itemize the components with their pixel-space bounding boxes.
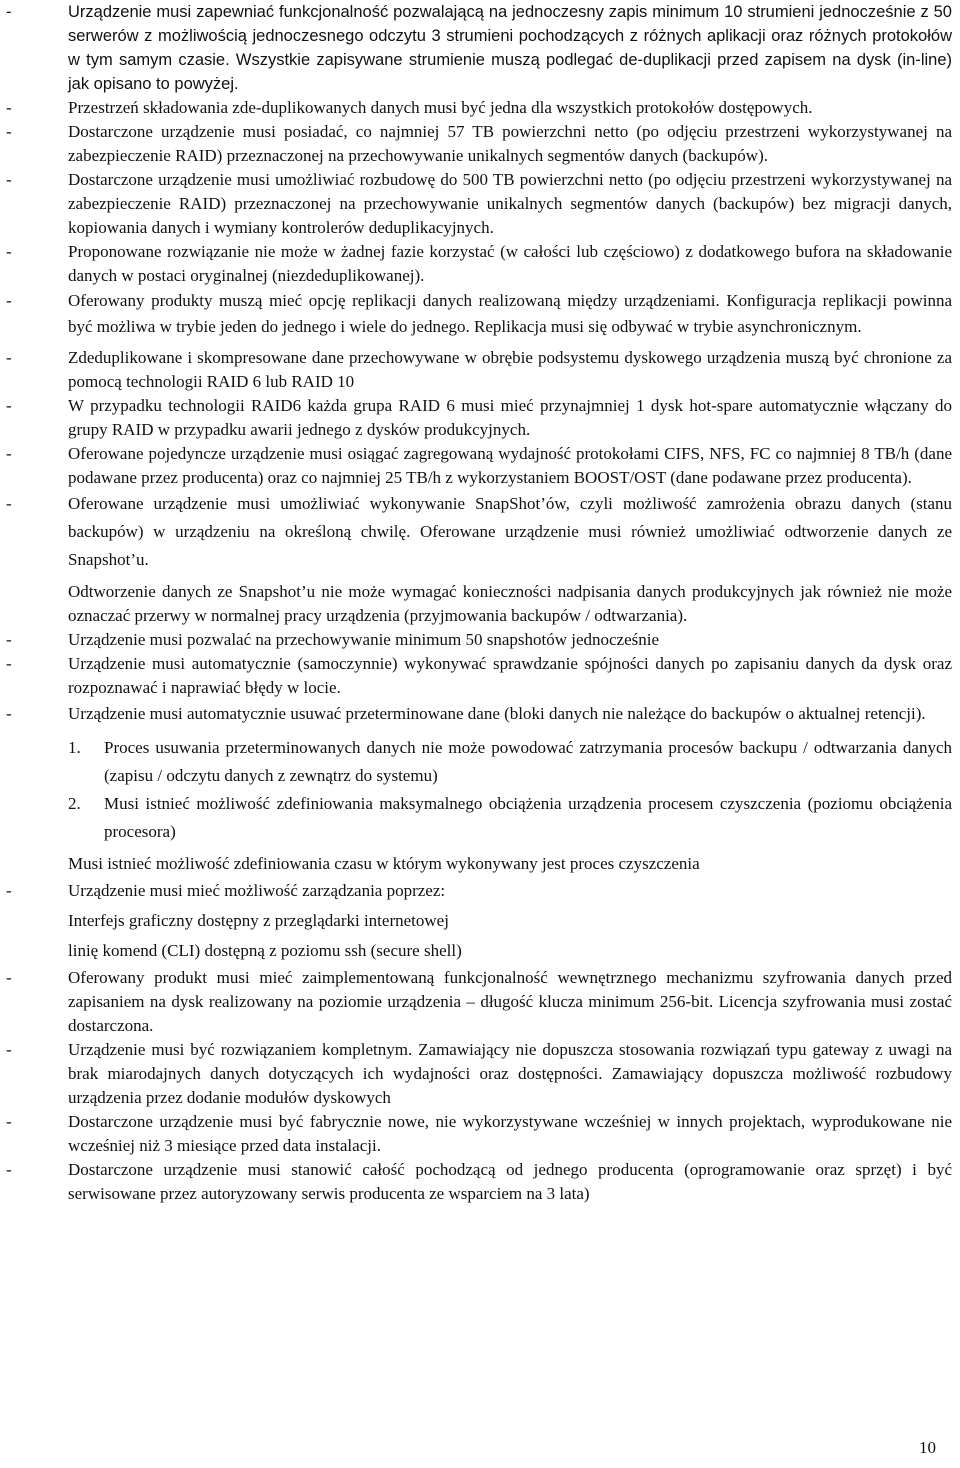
list-item-text: Urządzenie musi być rozwiązaniem kompletnym. Zamawiający nie dopuszcza stosowania rozwiązań typu gateway z uwagi na brak miarodajnych danych dotyczących ich wydajności oraz dostępności. Zamawiający dopuszcza możliwość rozbudowy urządzenia przez dodanie modułów dyskowych — [68, 1040, 952, 1107]
bullet-dash: - — [6, 968, 12, 987]
list-item-text: Odtworzenie danych ze Snapshot’u nie może wymagać konieczności nadpisania danych produkcyjnych jak również nie może oznaczać przerwy w normalnej pracy urządzenia (przyjmowania backupów / odtwarzania). — [68, 582, 952, 625]
bullet-dash: - — [6, 1160, 12, 1179]
bullet-dash: - — [6, 242, 12, 261]
list-item — [0, 966, 952, 1038]
list-item — [0, 1158, 952, 1206]
paragraph: Musi istnieć możliwość zdefiniowania czasu w którym wykonywany jest proces czyszczenia — [68, 854, 700, 873]
list-item — [0, 652, 952, 700]
sub-line: linię komend (CLI) dostępną z poziomu ssh (secure shell) — [68, 941, 462, 960]
bullet-dash: - — [6, 1040, 12, 1059]
bullet-dash: - — [6, 881, 12, 900]
bullet-dash: - — [6, 630, 12, 649]
list-item — [0, 442, 952, 490]
numbered-item — [0, 734, 952, 790]
bullet-dash: - — [6, 1112, 12, 1131]
list-item — [0, 168, 952, 240]
list-item — [0, 240, 952, 288]
sub-line: Interfejs graficzny dostępny z przeglądarki internetowej — [68, 911, 449, 930]
list-item — [0, 346, 952, 394]
list-item-text: Dostarczone urządzenie musi umożliwiać rozbudowę do 500 TB powierzchni netto (po odjęciu przestrzeni wykorzystywanej na zabezpieczenie RAID) przeznaczonej na przechowywanie unikalnych segmentów danych (backupów) bez migracji danych, kopiowania danych i wymiany kontrolerów deduplikacyjnych. — [68, 170, 952, 237]
bullet-dash: - — [6, 704, 12, 723]
list-item-text: Dostarczone urządzenie musi posiadać, co najmniej 57 TB powierzchni netto (po odjęciu przestrzeni wykorzystywanej na zabezpieczenie RAID) przeznaczonej na przechowywanie unikalnych segmentów danych (backupów). — [68, 122, 952, 165]
list-item — [0, 96, 952, 120]
list-item-text: Zdeduplikowane i skompresowane dane przechowywane w obrębie podsystemu dyskowego urządzenia muszą być chronione za pomocą technologii RAID 6 lub RAID 10 — [68, 348, 952, 391]
list-item-continuation — [0, 580, 952, 628]
numbered-item — [0, 790, 952, 846]
numbered-item-text: Musi istnieć możliwość zdefiniowania maksymalnego obciążenia urządzenia procesem czyszczenia (poziomu obciążenia procesora) — [104, 794, 952, 841]
bullet-dash: - — [6, 396, 12, 415]
list-item-text: Urządzenie musi mieć możliwość zarządzania poprzez: — [68, 881, 446, 900]
bullet-dash: - — [6, 348, 12, 367]
item-number: 2. — [68, 794, 81, 813]
list-item-text: Urządzenie musi automatycznie usuwać przeterminowane dane (bloki danych nie należące do backupów o aktualnej retencji). — [68, 704, 926, 723]
bullet-dash: - — [6, 98, 12, 117]
list-item — [0, 628, 952, 652]
item-number: 1. — [68, 738, 81, 757]
list-item-text: Urządzenie musi zapewniać funkcjonalność pozwalającą na jednoczesny zapis minimum 10 strumieni jednocześnie z 50 serwerów z możliwością jednoczesnego odczytu 3 strumieni pochodzących z różnych aplikacji oraz różnych protokołów w tym samym czasie. Wszystkie zapisywane strumienie muszą podlegać de-duplikacji przed zapisem na dysk (in-line) jak opisano to powyżej. — [68, 3, 952, 93]
bullet-dash: - — [6, 444, 12, 463]
bullet-dash: - — [6, 122, 12, 141]
list-item — [0, 1038, 952, 1110]
list-item — [0, 1110, 952, 1158]
bullet-dash: - — [6, 3, 12, 21]
numbered-item-text: Proces usuwania przeterminowanych danych nie może powodować zatrzymania procesów backupu / odtwarzania danych (zapisu / odczytu danych z zewnątrz do systemu) — [104, 738, 952, 785]
list-item-text: Przestrzeń składowania zde-duplikowanych danych musi być jedna dla wszystkich protokołów dostępowych. — [68, 98, 813, 117]
list-item-text: Dostarczone urządzenie musi stanowić całość pochodzącą od jednego producenta (oprogramowanie oraz sprzęt) i być serwisowane przez autoryzowany serwis producenta ze wsparciem na 3 lata) — [68, 1160, 952, 1203]
list-item-text: Oferowane urządzenie musi umożliwiać wykonywanie SnapShot’ów, czyli możliwość zamrożenia obrazu danych (stanu backupów) w urządzeniu na określoną chwilę. Oferowane urządzenie musi również umożliwiać odtworzenie danych ze Snapshot’u. — [68, 494, 952, 569]
list-item — [0, 0, 952, 96]
bullet-dash: - — [6, 494, 12, 513]
list-item-text: Urządzenie musi pozwalać na przechowywanie minimum 50 snapshotów jednocześnie — [68, 630, 660, 649]
list-item — [0, 490, 952, 574]
bullet-dash: - — [6, 291, 12, 310]
list-item — [0, 288, 952, 340]
list-item — [0, 120, 952, 168]
bullet-dash: - — [6, 170, 12, 189]
list-item — [0, 700, 952, 728]
list-item-text: Oferowany produkt musi mieć zaimplementowaną funkcjonalność wewnętrznego mechanizmu szyfrowania danych przed zapisaniem na dysk realizowany na poziomie urządzenia – długość klucza minimum 256-bit. Licencja szyfrowania musi zostać dostarczona. — [68, 968, 952, 1035]
list-item-text: Oferowane pojedyncze urządzenie musi osiągać zagregowaną wydajność protokołami CIFS, NFS, FC co najmniej 8 TB/h (dane podawane przez producenta) oraz co najmniej 25 TB/h z wykorzystaniem BOOST/OST (dane podawane przez producenta). — [68, 444, 952, 487]
bullet-dash: - — [6, 654, 12, 673]
list-item-text: Urządzenie musi automatycznie (samoczynnie) wykonywać sprawdzanie spójności danych po zapisaniu danych da dysk oraz rozpoznawać i naprawiać błędy w locie. — [68, 654, 952, 697]
page-number: 10 — [919, 1438, 936, 1457]
list-item — [0, 876, 952, 906]
list-item — [0, 394, 952, 442]
list-item-text: Oferowany produkty muszą mieć opcję replikacji danych realizowaną między urządzeniami. Konfiguracja replikacji powinna być możliwa w trybie jeden do jednego i wiele do jednego. Replikacja musi się odbywać w trybie asynchronicznym. — [68, 291, 952, 336]
list-item-text: W przypadku technologii RAID6 każda grupa RAID 6 musi mieć przynajmniej 1 dysk hot-spare automatycznie włączany do grupy RAID w przypadku awarii jednego z dysków produkcyjnych. — [68, 396, 952, 439]
list-item-text: Proponowane rozwiązanie nie może w żadnej fazie korzystać (w całości lub częściowo) z dodatkowego bufora na składowanie danych w postaci oryginalnej (niezdeduplikowanej). — [68, 242, 952, 285]
list-item-text: Dostarczone urządzenie musi być fabrycznie nowe, nie wykorzystywane wcześniej w innych projektach, wyprodukowane nie wcześniej niż 3 miesiące przed data instalacji. — [68, 1112, 952, 1155]
